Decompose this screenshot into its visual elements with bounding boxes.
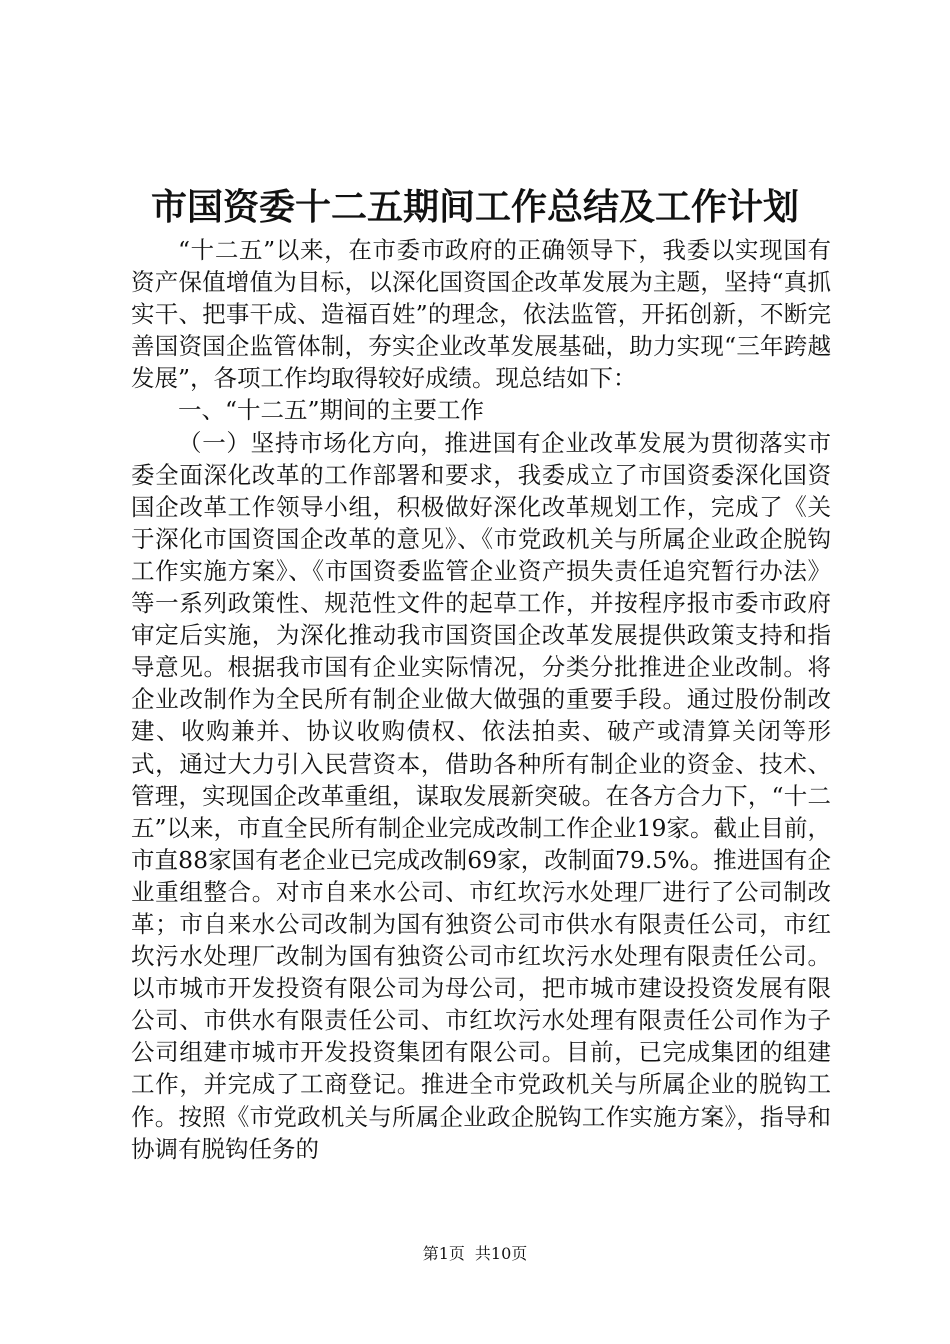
document-body bbox=[131, 234, 831, 1165]
page-footer bbox=[0, 1243, 950, 1265]
document-title: 市国资委十二五期间工作总结及工作计划 bbox=[150, 186, 799, 228]
section-heading: 一、“十二五”期间的主要工作 bbox=[178, 396, 485, 425]
page-number: 第1页 bbox=[422, 1244, 465, 1263]
page-total: 共10页 bbox=[474, 1244, 528, 1263]
intro-paragraph: “十二五”以来，在市委市政府的正确领导下，我委以实现国有资产保值增值为目标，以深化国资国企改革发展为主题，坚持“真抓实干、把事干成、造福百姓”的理念，依法监管，开拓创新，不断完善国资国企监管体制，夯实企业改革发展基础，助力实现“三年跨越发展”，各项工作均取得较好成绩。现总结如下： bbox=[131, 236, 831, 393]
body-paragraph: （一）坚持市场化方向，推进国有企业改革发展为贯彻落实市委全面深化改革的工作部署和要求，我委成立了市国资委深化国资国企改革工作领导小组，积极做好深化改革规划工作，完成了《关于深化市国资国企改革的意见》、《市党政机关与所属企业政企脱钩工作实施方案》、《市国资委监管企业资产损失责任追究暂行办法》等一系列政策性、规范性文件的起草工作，并按程序报市委市政府审定后实施，为深化推动我市国资国企改革发展提供政策支持和指导意见。根据我市国有企业实际情况，分类分批推进企业改制。将企业改制作为全民所有制企业做大做强的重要手段。通过股份制改建、收购兼并、协议收购债权、依法拍卖、破产或清算关闭等形式，通过大力引入民营资本，借助各种所有制企业的资金、技术、管理，实现国企改革重组，谋取发展新突破。在各方合力下，“十二五”以来，市直全民所有制企业完成改制工作企业19家。截止目前，市直88家国有老企业已完成改制69家，改制面79.5%。推进国有企业重组整合。对市自来水公司、市红坎污水处理厂进行了公司制改革；市自来水公司改制为国有独资公司市供水有限责任公司，市红坎污水处理厂改制为国有独资公司市红坎污水处理有限责任公司。以市城市开发投资有限公司为母公司，把市城市建设投资发展有限公司、市供水有限责任公司、市红坎污水处理有限责任公司作为子公司组建市城市开发投资集团有限公司。目前，已完成集团的组建工作，并完成了工商登记。推进全市党政机关与所属企业的脱钩工作。按照《市党政机关与所属企业政企脱钩工作实施方案》，指导和协调有脱钩任务的 bbox=[131, 428, 831, 1163]
